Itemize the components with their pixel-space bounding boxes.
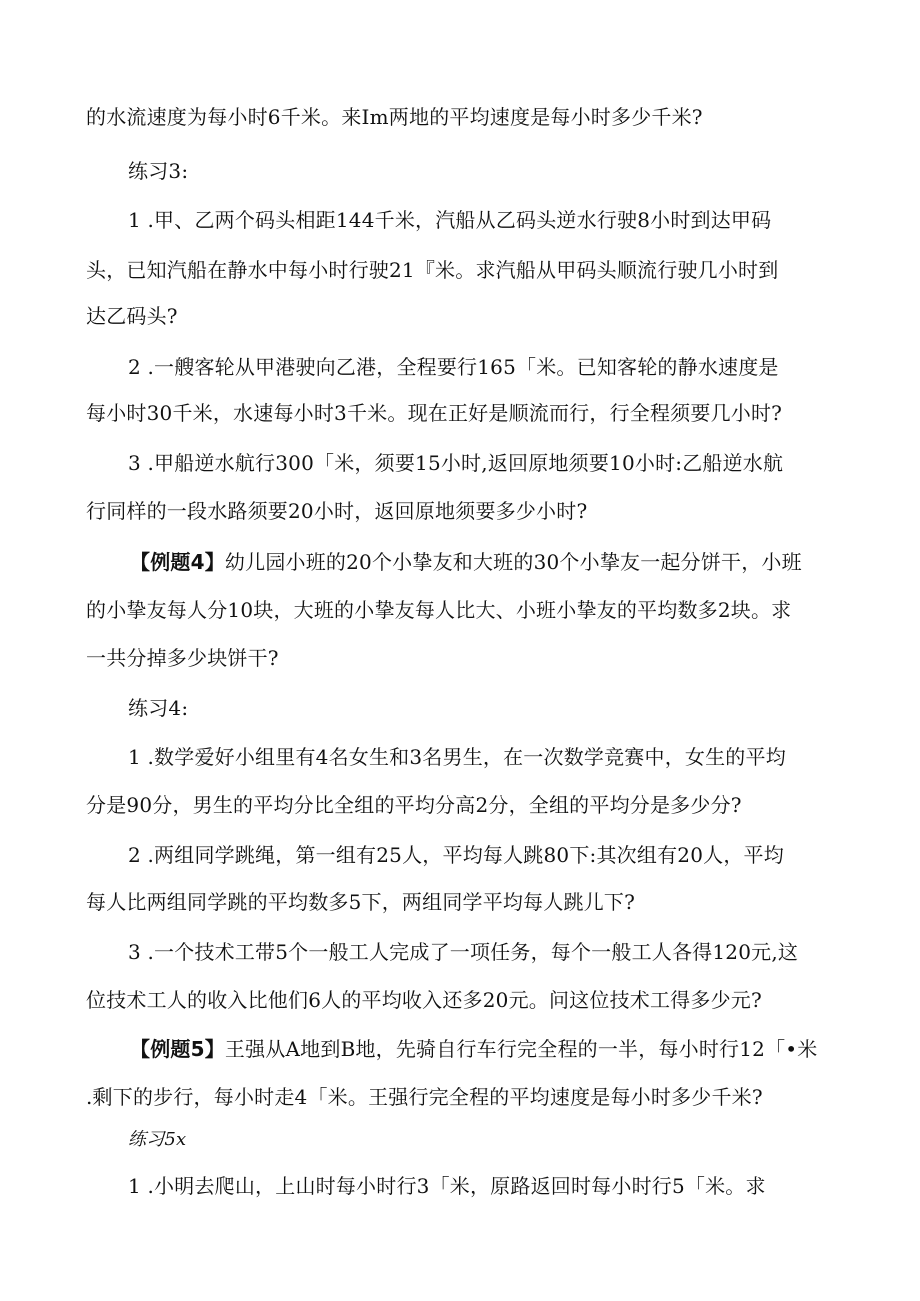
text-line: 1 .甲、乙两个码头相距144千米，汽船从乙码头逆水行驶8小时到达甲码 (128, 208, 772, 232)
text-line: 2 .一艘客轮从甲港驶向乙港，全程要行165「米。已知客轮的静水速度是 (128, 355, 779, 379)
example-text: 幼儿园小班的20个小挚友和大班的30个小挚友一起分饼干，小班 (224, 550, 802, 574)
text-line: 每小时30千米，水速每小时3千米。现在正好是顺流而行，行全程须要几小时? (86, 401, 783, 425)
text-line: .剩下的步行，每小时走4「米。王强行完全程的平均速度是每小时多少千米? (86, 1085, 763, 1109)
example-label: 【例题4】 (130, 550, 225, 574)
text-line: 位技术工人的收入比他们6人的平均收入还多20元。问这位技术工得多少元? (86, 988, 762, 1012)
text-line: 每人比两组同学跳的平均数多5下，两组同学平均每人跳儿下? (86, 890, 636, 914)
example-heading-5 (130, 1035, 890, 1063)
text-line: 达乙码头? (86, 304, 178, 328)
text-line: 的水流速度为每小时6千米。来Im两地的平均速度是每小时多少千米? (86, 105, 703, 129)
example-label: 【例题5】 (130, 1037, 225, 1061)
text-line: 头，已知汽船在静水中每小时行驶21『米。求汽船从甲码头顺流行驶几小时到 (86, 258, 779, 282)
example-heading-4 (130, 548, 890, 576)
text-line: 分是90分，男生的平均分比全组的平均分高2分，全组的平均分是多少分? (86, 793, 742, 817)
text-line: 1 .数学爱好小组里有4名女生和3名男生，在一次数学竞赛中，女生的平均 (128, 745, 786, 769)
text-line: 行同样的一段水路须要20小时，返回原地须要多少小时? (86, 499, 588, 523)
section-heading: 练习4: (128, 696, 189, 720)
text-line: 一共分掉多少块饼干? (86, 646, 279, 670)
text-line: 3 .一个技术工带5个一般工人完成了一项任务，每个一般工人各得120元,这 (128, 940, 799, 964)
text-line: 1 .小明去爬山，上山时每小时行3「米，原路返回时每小时行5「米。求 (128, 1174, 766, 1198)
example-text: 王强从A地到B地，先骑自行车行完全程的一半，每小时行12「•米 (224, 1037, 818, 1061)
text-line: 2 .两组同学跳绳，第一组有25人，平均每人跳80下:其次组有20人，平均 (128, 843, 784, 867)
text-line: 3 .甲船逆水航行300「米，须要15小时,返回原地须要10小时:乙船逆水航 (128, 451, 784, 475)
section-heading: 练习5x (128, 1129, 187, 1150)
text-line: 的小挚友每人分10块，大班的小挚友每人比大、小班小挚友的平均数多2块。求 (86, 598, 792, 622)
section-heading: 练习3: (128, 159, 189, 183)
